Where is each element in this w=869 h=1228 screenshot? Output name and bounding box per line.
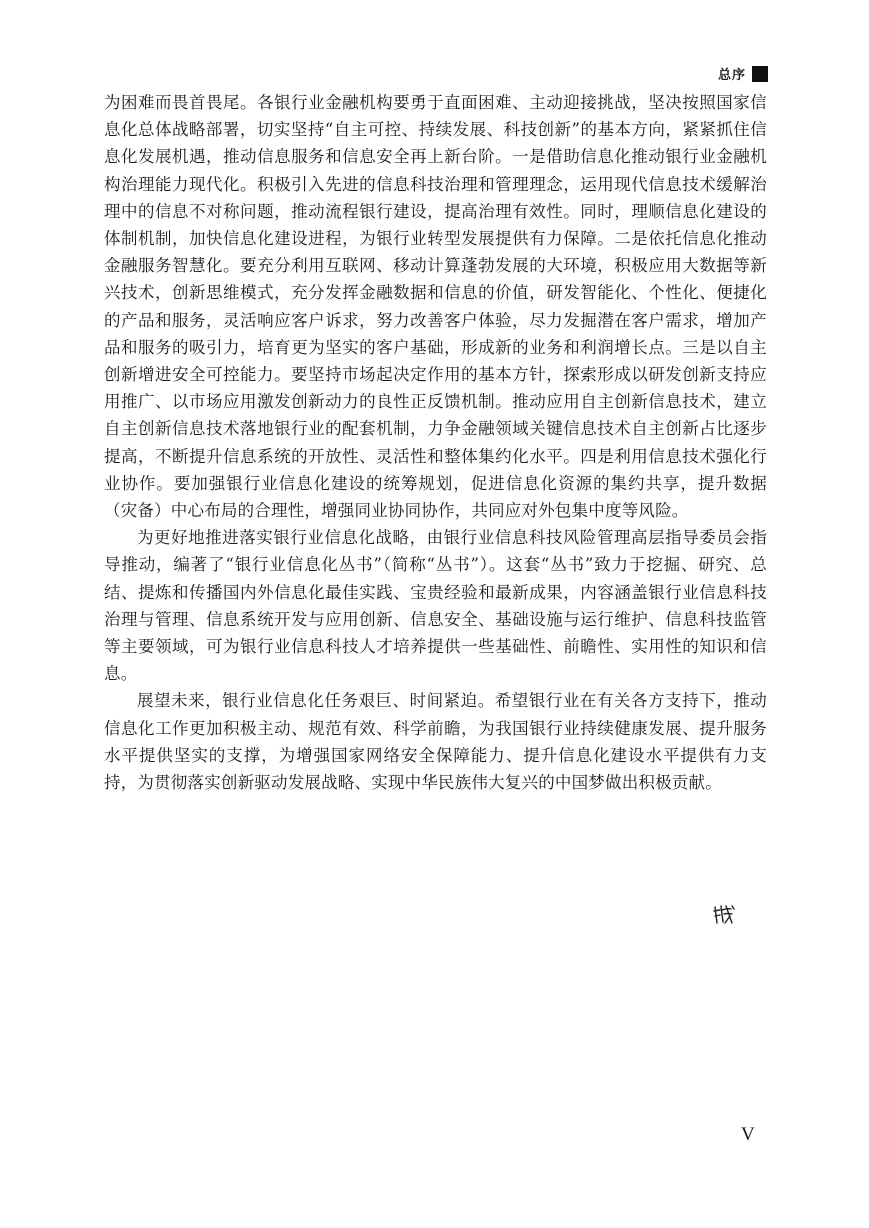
paragraph-continuation: 为困难而畏首畏尾。各银行业金融机构要勇于直面困难、主动迎接挑战，坚决按照国家信息化总体战略部署，切实坚持“自主可控、持续发展、科技创新”的基本方向，紧紧抓住信息化发展机遇，推动信息服务和信息安全再上新台阶。一是借助信息化推动银行业金融机构治理能力现代化。积极引入先进的信息科技治理和管理理念，运用现代信息技术缓解治理中的信息不对称问题，推动流程银行建设，提高治理有效性。同时，理顺信息化建设的体制机制，加快信息化建设进程，为银行业转型发展提供有力保障。二是依托信息化推动金融服务智慧化。要充分利用互联网、移动计算蓬勃发展的大环境，积极应用大数据等新兴技术，创新思维模式，充分发挥金融数据和信息的价值，研发智能化、个性化、便捷化的产品和服务，灵活响应客户诉求，努力改善客户体验，尽力发掘潜在客户需求，增加产品和服务的吸引力，培育更为坚实的客户基础，形成新的业务和利润增长点。三是以自主创新增进安全可控能力。要坚持市场起决定作用的基本方针，探索形成以研发创新支持应用推广、以市场应用激发创新动力的良性正反馈机制。推动应用自主创新信息技术，建立自主创新信息技术落地银行业的配套机制，力争金融领域关键信息技术自主创新占比逐步提高，不断提升信息系统的开放性、灵活性和整体集约化水平。四是利用信息技术强化行业协作。要加强银行业信息化建设的统筹规划，促进信息化资源的集约共享，提升数据（灾备）中心布局的合理性，增强同业协同协作，共同应对外包集中度等风险。	[104, 93, 767, 521]
paragraph-outlook: 展望未来，银行业信息化任务艰巨、时间紧迫。希望银行业在有关各方支持下，推动信息化工作更加积极主动、规范有效、科学前瞻，为我国银行业持续健康发展、提升服务水平提供坚实的支撑，为增强国家网络安全保障能力、提升信息化建设水平提供有力支持，为贯彻落实创新驱动发展战略、实现中华民族伟大复兴的中国梦做出积极贡献。	[104, 691, 767, 793]
running-head	[718, 64, 768, 83]
body-text	[104, 89, 767, 796]
section-label: 总序	[717, 68, 746, 83]
section-marker-block	[752, 66, 768, 82]
page-number: V	[741, 1124, 755, 1145]
handwritten-signature	[712, 902, 736, 926]
paragraph-series-intro: 为更好地推进落实银行业信息化战略，由银行业信息科技风险管理高层指导委员会指导推动，编著了“银行业信息化丛书”（简称“丛书”）。这套“丛书”致力于挖掘、研究、总结、提炼和传播国内外信息化最佳实践、宝贵经验和最新成果，内容涵盖银行业信息科技治理与管理、信息系统开发与应用创新、信息安全、基础设施与运行维护、信息科技监管等主要领域，可为银行业信息科技人才培养提供一些基础性、前瞻性、实用性的知识和信息。	[104, 528, 767, 684]
